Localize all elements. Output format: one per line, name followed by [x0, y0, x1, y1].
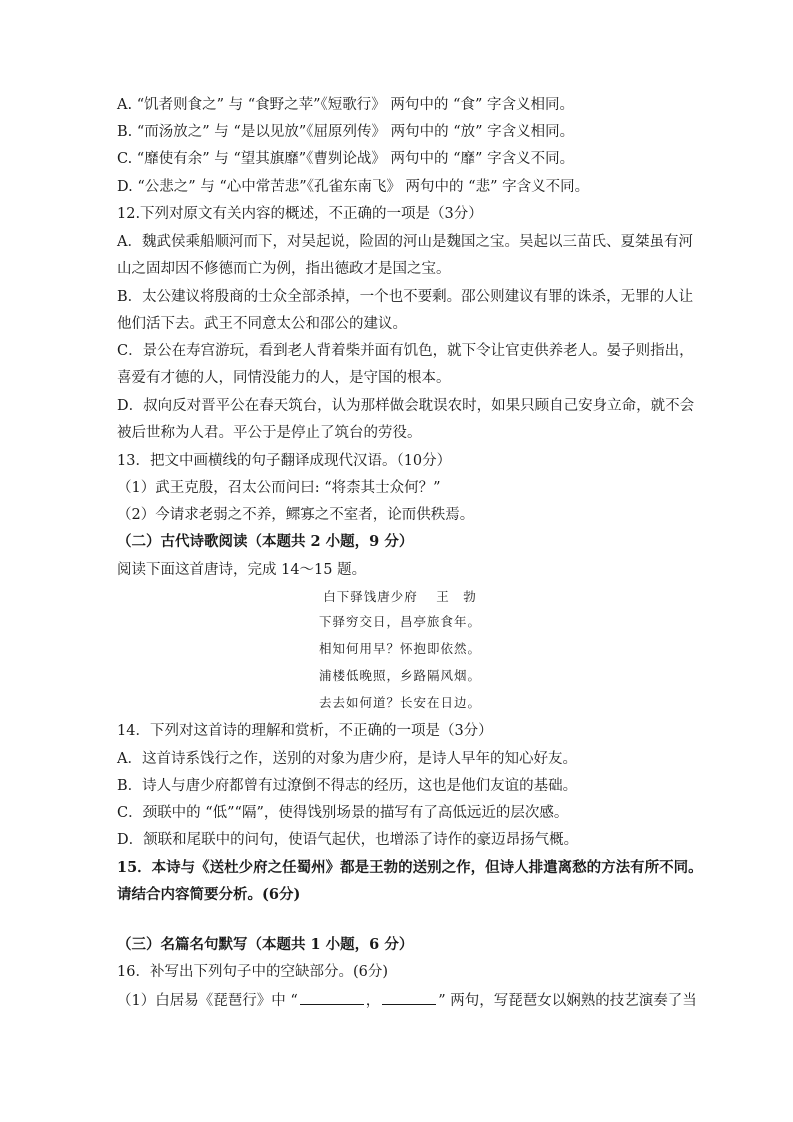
q16-item-1-suffix: ” 两句，写琵琶女以娴熟的技艺演奏了当: [438, 993, 697, 1009]
answer-blank[interactable]: [382, 990, 436, 1005]
q16-item-1-separator: ，: [365, 993, 381, 1009]
q14-option-b: B．诗人与唐少府都曾有过潦倒不得志的经历，这也是他们友谊的基础。: [117, 778, 578, 794]
q12-line: A．魏武侯乘船顺河而下，对吴起说，险固的河山是魏国之宝。吴起以三苗氏、夏桀虽有河: [117, 234, 693, 250]
q13-item-1: （1）武王克殷，召太公而问曰: “将柰其士众何？”: [117, 480, 441, 496]
q12-line: B．太公建议将殷商的士众全部杀掉，一个也不要剩。邵公则建议有罪的诛杀，无罪的人让: [117, 289, 694, 305]
q14-option-d: D．颔联和尾联中的问句，使语气起伏，也增添了诗作的豪迈昂扬气概。: [117, 832, 579, 848]
poem-line: 相知何用早？怀抱即依然。: [318, 641, 481, 656]
poem-line: 下驿穷交日，昌亭旅食年。: [318, 614, 481, 629]
q12-line: 山之固却因不修德而亡为例，指出德政才是国之宝。: [117, 261, 451, 277]
q12-line: C．景公在寿宫游玩，看到老人背着柴并面有饥色，就下令让官吏供养老人。晏子则指出，: [117, 343, 694, 359]
q14-option-a: A．这首诗系饯行之作，送别的对象为唐少府，是诗人早年的知心好友。: [117, 751, 577, 767]
q12-line: 喜爱有才德的人，同情没能力的人，是守国的根本。: [117, 370, 451, 386]
q14-stem: 14．下列对这首诗的理解和赏析，不正确的一项是（3分）: [117, 723, 493, 739]
q16-item-1-prefix: （1）白居易《琵琶行》中 “: [117, 993, 298, 1009]
poem-title: 白下驿饯唐少府 王 勃: [323, 589, 477, 604]
q16-item-1: [117, 990, 697, 1011]
section-heading-poetry: （二）古代诗歌阅读（本题共 2 小题，9 分）: [117, 533, 414, 550]
q14-option-c: C．颈联中的 “低”“隔”，使得饯别场景的描写有了高低远近的层次感。: [117, 805, 569, 821]
q13-stem: 13．把文中画横线的句子翻译成现代汉语。（10分）: [117, 453, 452, 469]
q13-item-2: （2）今请求老弱之不养，鳏寡之不室者，论而供秩焉。: [117, 507, 475, 523]
q11-option-b: B. “而汤放之” 与 “是以见放”《屈原列传》 两句中的 “放” 字含义相同。: [117, 124, 575, 140]
q12-line: 他们活下去。武王不同意太公和邵公的建议。: [117, 316, 407, 332]
q15-line: 15．本诗与《送杜少府之任蜀州》都是王勃的送别之作，但诗人排遣离愁的方法有所不同。: [117, 859, 703, 876]
section-intro: 阅读下面这首唐诗，完成 14～15 题。: [117, 562, 367, 578]
q12-line: D．叔向反对晋平公在春天筑台，认为那样做会耽误农时，如果只顾自己安身立命，就不会: [117, 398, 695, 414]
q11-option-a: A. “饥者则食之” 与 “食野之苹”《短歌行》 两句中的 “食” 字含义相同。: [117, 97, 574, 113]
q16-stem: 16．补写出下列句子中的空缺部分。(6分): [117, 964, 388, 980]
q12-line: 被后世称为人君。平公于是停止了筑台的劳役。: [117, 425, 422, 441]
q12-stem: 12.下列对原文有关内容的概述，不正确的一项是（3分）: [117, 206, 483, 222]
poem-line: 去去如何道？长安在日边。: [318, 695, 481, 710]
poem-line: 浦楼低晚照，乡路隔风烟。: [318, 668, 481, 683]
q15-line: 请结合内容简要分析。(6分): [117, 886, 301, 903]
q11-option-c: C. “靡使有余” 与 “望其旗靡”《曹刿论战》 两句中的 “靡” 字含义不同。: [117, 151, 575, 167]
q11-option-d: D. “公悲之” 与 “心中常苦悲”《孔雀东南飞》 两句中的 “悲” 字含义不同。: [117, 179, 590, 195]
answer-blank[interactable]: [300, 990, 364, 1005]
section-heading-dictation: （三）名篇名句默写（本题共 1 小题，6 分）: [117, 936, 414, 953]
